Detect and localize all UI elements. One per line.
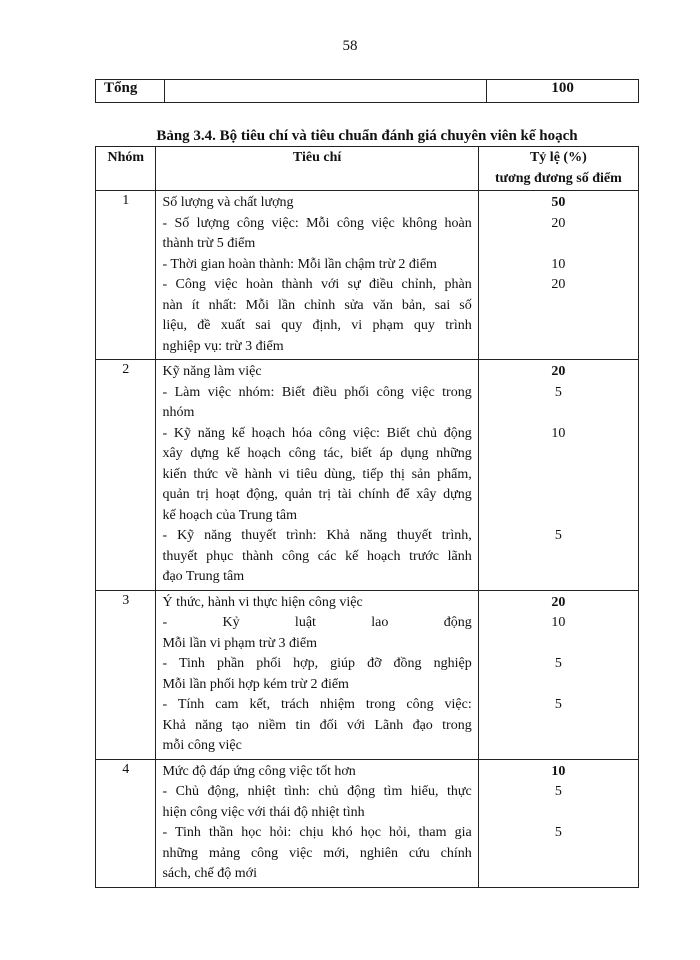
criterion-line: - Thời gian hoàn thành: Mỗi lần chậm trừ 2 điểm bbox=[162, 256, 437, 272]
criterion-line: Khả năng tạo niềm tin đối với Lãnh đạo trong bbox=[162, 717, 472, 733]
group-scores bbox=[478, 360, 638, 591]
group-criteria bbox=[156, 191, 478, 360]
criterion-score: 20 bbox=[551, 277, 566, 292]
group-total: 10 bbox=[551, 763, 566, 779]
table-caption: Bảng 3.4. Bộ tiêu chí và tiêu chuẩn đánh giá chuyên viên kế hoạch bbox=[156, 128, 578, 144]
criterion-line: - Tính cam kết, trách nhiệm trong công việc: bbox=[162, 697, 472, 712]
summary-empty-cell bbox=[164, 80, 486, 103]
criterion-line: - Kỷ luật lao động bbox=[162, 615, 472, 630]
group-number: 3 bbox=[96, 590, 156, 759]
criterion-score: 20 bbox=[551, 215, 566, 231]
group-criteria bbox=[156, 759, 478, 887]
criteria-body bbox=[96, 191, 639, 888]
group-criteria bbox=[156, 590, 478, 759]
score-spacer bbox=[479, 234, 638, 255]
group-number: 1 bbox=[96, 191, 156, 360]
criterion-line: - Kỹ năng thuyết trình: Khả năng thuyết trình, bbox=[162, 528, 472, 543]
summary-label: Tổng bbox=[96, 80, 165, 103]
criterion-line: - Tinh thần học hỏi: chịu khó học hỏi, tham gia bbox=[162, 825, 472, 840]
group-row bbox=[96, 759, 639, 887]
score-spacer bbox=[479, 864, 638, 885]
group-title: Số lượng và chất lượng bbox=[162, 195, 294, 210]
score-spacer bbox=[479, 716, 638, 737]
criterion-score: 5 bbox=[554, 825, 562, 840]
group-title: Mức độ đáp ứng công việc tốt hơn bbox=[162, 763, 356, 779]
criterion-line: Mỗi lần vi phạm trừ 3 điểm bbox=[162, 635, 318, 651]
header-rate bbox=[478, 147, 638, 191]
criterion-line: - Số lượng công việc: Mỗi công việc không hoàn bbox=[162, 215, 472, 231]
score-spacer bbox=[479, 403, 638, 424]
group-criteria bbox=[156, 360, 478, 591]
criterion-line: hiện công việc với thái độ nhiệt tình bbox=[162, 804, 365, 820]
group-scores bbox=[478, 590, 638, 759]
criterion-line: - Công việc hoàn thành với sự điều chỉnh, phàn bbox=[162, 277, 472, 292]
summary-value: 100 bbox=[487, 80, 639, 103]
group-row bbox=[96, 590, 639, 759]
criterion-line: sách, chế độ mới bbox=[162, 866, 257, 881]
criterion-line: những mảng công việc mới, nghiên cứu chính bbox=[162, 845, 472, 861]
criterion-line: nhóm bbox=[162, 405, 195, 420]
criterion-score: 5 bbox=[554, 384, 562, 400]
group-number: 2 bbox=[96, 360, 156, 591]
group-row bbox=[96, 191, 639, 360]
page-number: 58 bbox=[342, 38, 358, 54]
group-total: 20 bbox=[551, 594, 566, 610]
criterion-score: 5 bbox=[554, 697, 562, 712]
group-total: 50 bbox=[551, 195, 566, 210]
criterion-score: 5 bbox=[554, 784, 562, 799]
criterion-line: - Chủ động, nhiệt tình: chủ động tìm hiểu, thực bbox=[162, 784, 472, 799]
criterion-score: 10 bbox=[551, 425, 566, 441]
group-number: 4 bbox=[96, 759, 156, 887]
criterion-line: liệu, đề xuất sai quy định, vi phạm quy trình bbox=[162, 318, 472, 333]
header-rate-line2: tương đương số điểm bbox=[494, 170, 622, 186]
criterion-line: quản trị hoạt động, quản trị tài chính để xây dựng bbox=[162, 487, 472, 502]
criteria-table bbox=[95, 146, 639, 888]
score-spacer bbox=[479, 465, 638, 486]
summary-row bbox=[96, 80, 639, 103]
score-spacer bbox=[479, 547, 638, 568]
criterion-line: thuyết phục thành công các kế hoạch trước lãnh bbox=[162, 548, 472, 564]
score-spacer bbox=[479, 567, 638, 588]
header-row bbox=[96, 147, 639, 191]
group-row bbox=[96, 360, 639, 591]
score-spacer bbox=[479, 634, 638, 655]
criterion-line: đạo Trung tâm bbox=[162, 569, 245, 584]
score-spacer bbox=[479, 675, 638, 696]
criterion-line: - Làm việc nhóm: Biết điều phối công việc trong bbox=[162, 384, 472, 400]
criterion-score: 5 bbox=[554, 656, 562, 671]
criterion-line: - Tinh phần phối hợp, giúp đỡ đồng nghiệp bbox=[162, 656, 472, 671]
summary-table bbox=[95, 79, 639, 103]
group-scores bbox=[478, 759, 638, 887]
group-title: Ý thức, hành vi thực hiện công việc bbox=[162, 594, 363, 610]
criterion-score: 10 bbox=[551, 256, 566, 272]
score-spacer bbox=[479, 444, 638, 465]
score-spacer bbox=[479, 803, 638, 824]
score-spacer bbox=[479, 316, 638, 337]
score-spacer bbox=[479, 296, 638, 317]
group-title: Kỹ năng làm việc bbox=[162, 364, 262, 379]
criterion-line: kế hoạch của Trung tâm bbox=[162, 507, 297, 523]
score-spacer bbox=[479, 844, 638, 865]
score-spacer bbox=[479, 337, 638, 358]
group-scores bbox=[478, 191, 638, 360]
score-spacer bbox=[479, 736, 638, 757]
header-rate-line1: Tỷ lệ (%) bbox=[529, 150, 587, 165]
criterion-line: xây dựng kế hoạch công tác, biết áp dụng những bbox=[162, 446, 472, 461]
criterion-line: - Kỹ năng kế hoạch hóa công việc: Biết chủ động bbox=[162, 425, 472, 441]
criterion-line: nghiệp vụ: trừ 3 điểm bbox=[162, 338, 284, 354]
header-group: Nhóm bbox=[96, 147, 156, 191]
header-criteria: Tiêu chí bbox=[156, 147, 478, 191]
group-total: 20 bbox=[551, 364, 566, 379]
criterion-line: mỗi công việc bbox=[162, 738, 242, 753]
score-spacer bbox=[479, 506, 638, 527]
criterion-line: Mỗi lần phối hợp kém trừ 2 điểm bbox=[162, 676, 349, 692]
score-spacer bbox=[479, 485, 638, 506]
criterion-score: 10 bbox=[551, 615, 566, 630]
criterion-line: kiến thức về hành vi tiêu dùng, tiếp thị sản phẩm, bbox=[162, 466, 472, 482]
criterion-line: nàn ít nhất: Mỗi lần chỉnh sửa văn bản, sai số bbox=[162, 297, 472, 313]
criterion-line: thành trừ 5 điểm bbox=[162, 236, 256, 251]
criterion-score: 5 bbox=[554, 528, 562, 543]
